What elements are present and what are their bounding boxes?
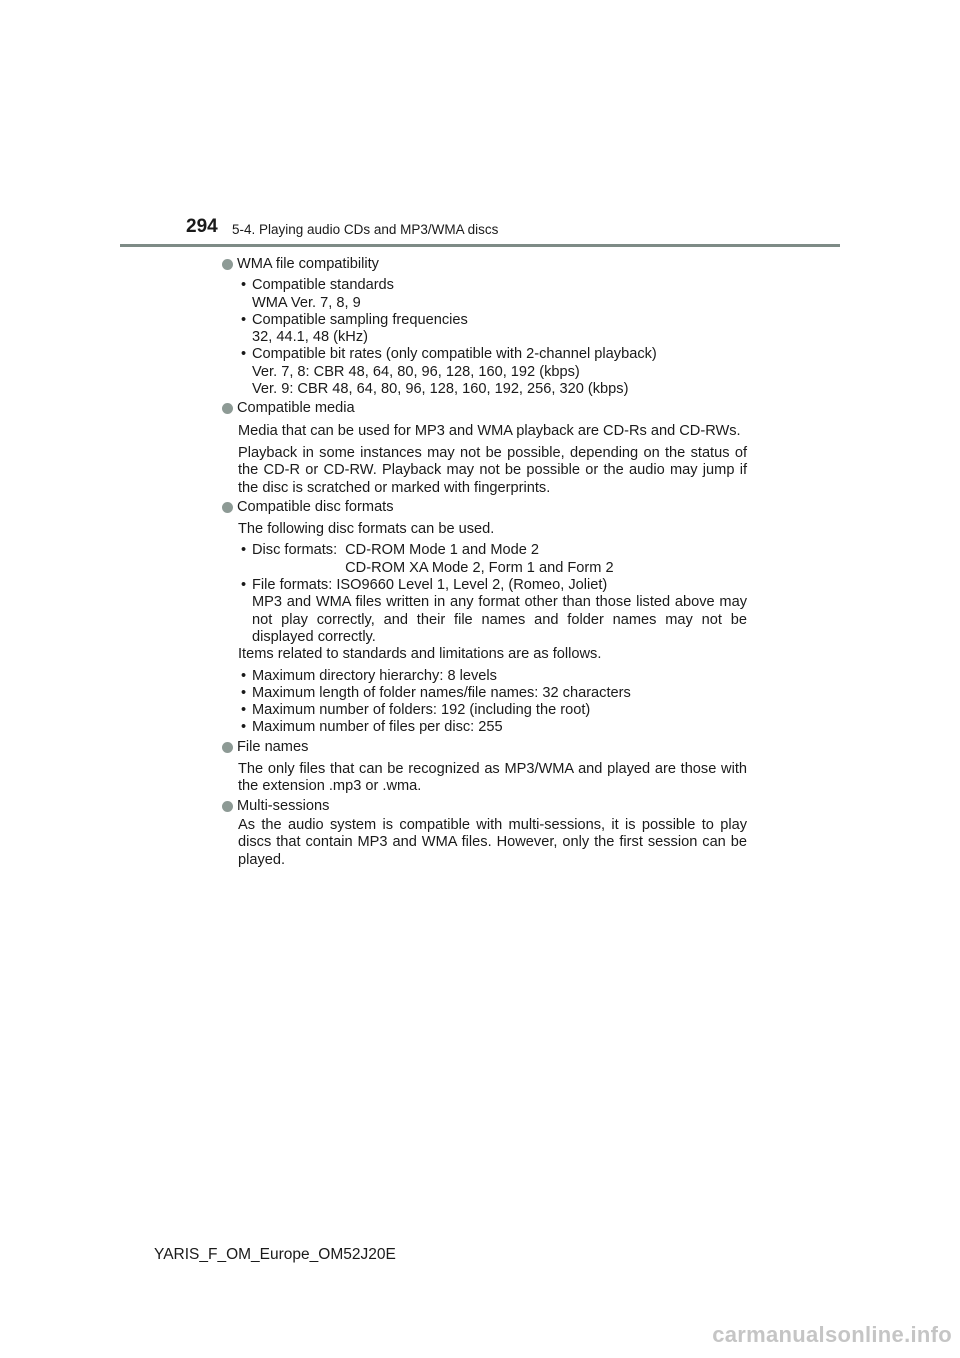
wma-spec-list — [238, 277, 747, 398]
list-item-line: • Compatible bit rates (only compatible with 2-channel playback) — [252, 346, 657, 363]
section-compatible-disc-formats — [222, 499, 747, 737]
section-body — [238, 277, 747, 398]
list-item — [238, 312, 747, 347]
section-file-names — [222, 739, 747, 796]
list-item-file-formats — [238, 577, 747, 646]
page-content — [222, 254, 747, 871]
circle-bullet-icon — [222, 403, 233, 414]
list-item-line: 32, 44.1, 48 (kHz) — [252, 329, 368, 346]
list-item: • Maximum number of folders: 192 (including the root) — [238, 702, 747, 719]
limits-intro: Items related to standards and limitations are as follows. — [238, 646, 602, 663]
section-heading — [222, 400, 747, 417]
paragraph: Media that can be used for MP3 and WMA playback are CD-Rs and CD-RWs. — [238, 422, 741, 439]
heading-text: Compatible disc formats — [237, 498, 394, 515]
section-heading — [222, 256, 747, 273]
disc-formats-values — [345, 542, 613, 577]
list-item — [238, 277, 747, 312]
list-item-line: Ver. 9: CBR 48, 64, 80, 96, 128, 160, 192, 256, 320 (kbps) — [252, 381, 629, 398]
disc-format-value: CD-ROM Mode 1 and Mode 2 — [345, 542, 539, 559]
section-title: 5-4. Playing audio CDs and MP3/WMA discs — [232, 222, 499, 237]
paragraph: The following disc formats can be used. — [238, 521, 495, 538]
heading-text: WMA file compatibility — [237, 256, 379, 272]
section-heading — [222, 798, 747, 815]
heading-text: File names — [237, 738, 309, 755]
circle-bullet-icon — [222, 801, 233, 812]
section-heading — [222, 499, 747, 516]
list-item: • Maximum length of folder names/file names: 32 characters — [238, 685, 747, 702]
section-heading — [222, 739, 747, 756]
limits-list — [238, 668, 747, 737]
section-compatible-media — [222, 400, 747, 496]
format-list — [238, 542, 747, 646]
disc-formats-label: • Disc formats: — [252, 542, 338, 559]
list-item-note: MP3 and WMA files written in any format other than those listed above may not play correctly, and their file names and folder names may not be displayed correctly. — [252, 594, 747, 645]
paragraph: As the audio system is compatible with multi-sessions, it is possible to play discs that contain MP3 and WMA files. However, only the first session can be played. — [238, 816, 747, 868]
disc-format-value: CD-ROM XA Mode 2, Form 1 and Form 2 — [345, 559, 614, 576]
list-item: • Maximum number of files per disc: 255 — [238, 719, 747, 736]
watermark: carmanualsonline.info — [712, 1322, 952, 1347]
heading-text: Multi-sessions — [237, 797, 330, 814]
paragraph: The only files that can be recognized as MP3/WMA and played are those with the extension .mp3 or .wma. — [238, 761, 747, 795]
list-item-disc-formats — [238, 542, 747, 577]
circle-bullet-icon — [222, 502, 233, 513]
circle-bullet-icon — [222, 259, 233, 270]
list-item-line: WMA Ver. 7, 8, 9 — [252, 294, 361, 311]
list-item-line: • Compatible standards — [252, 277, 394, 294]
list-item-line: • Compatible sampling frequencies — [252, 311, 468, 328]
paragraph: Playback in some instances may not be possible, depending on the status of the CD-R or CD-RW. Playback may not be possible or the audio may jump if the disc is scratched or marked with fingerprints. — [238, 444, 747, 496]
section-body — [238, 817, 747, 869]
section-wma-compatibility — [222, 256, 747, 398]
disc-formats-row — [252, 542, 747, 577]
heading-text: Compatible media — [237, 400, 355, 417]
section-multi-sessions — [222, 798, 747, 869]
header-rule — [120, 244, 840, 247]
section-body — [238, 761, 747, 796]
section-body — [238, 423, 747, 497]
list-item — [238, 346, 747, 398]
page-number: 294 — [186, 216, 218, 237]
circle-bullet-icon — [222, 742, 233, 753]
list-item-line: • File formats: ISO9660 Level 1, Level 2, (Romeo, Joliet) — [252, 577, 608, 594]
section-body — [238, 521, 747, 737]
list-item-line: Ver. 7, 8: CBR 48, 64, 80, 96, 128, 160, 192 (kbps) — [252, 363, 580, 380]
list-item: • Maximum directory hierarchy: 8 levels — [238, 668, 747, 685]
footer-doc-code: YARIS_F_OM_Europe_OM52J20E — [154, 1246, 396, 1263]
